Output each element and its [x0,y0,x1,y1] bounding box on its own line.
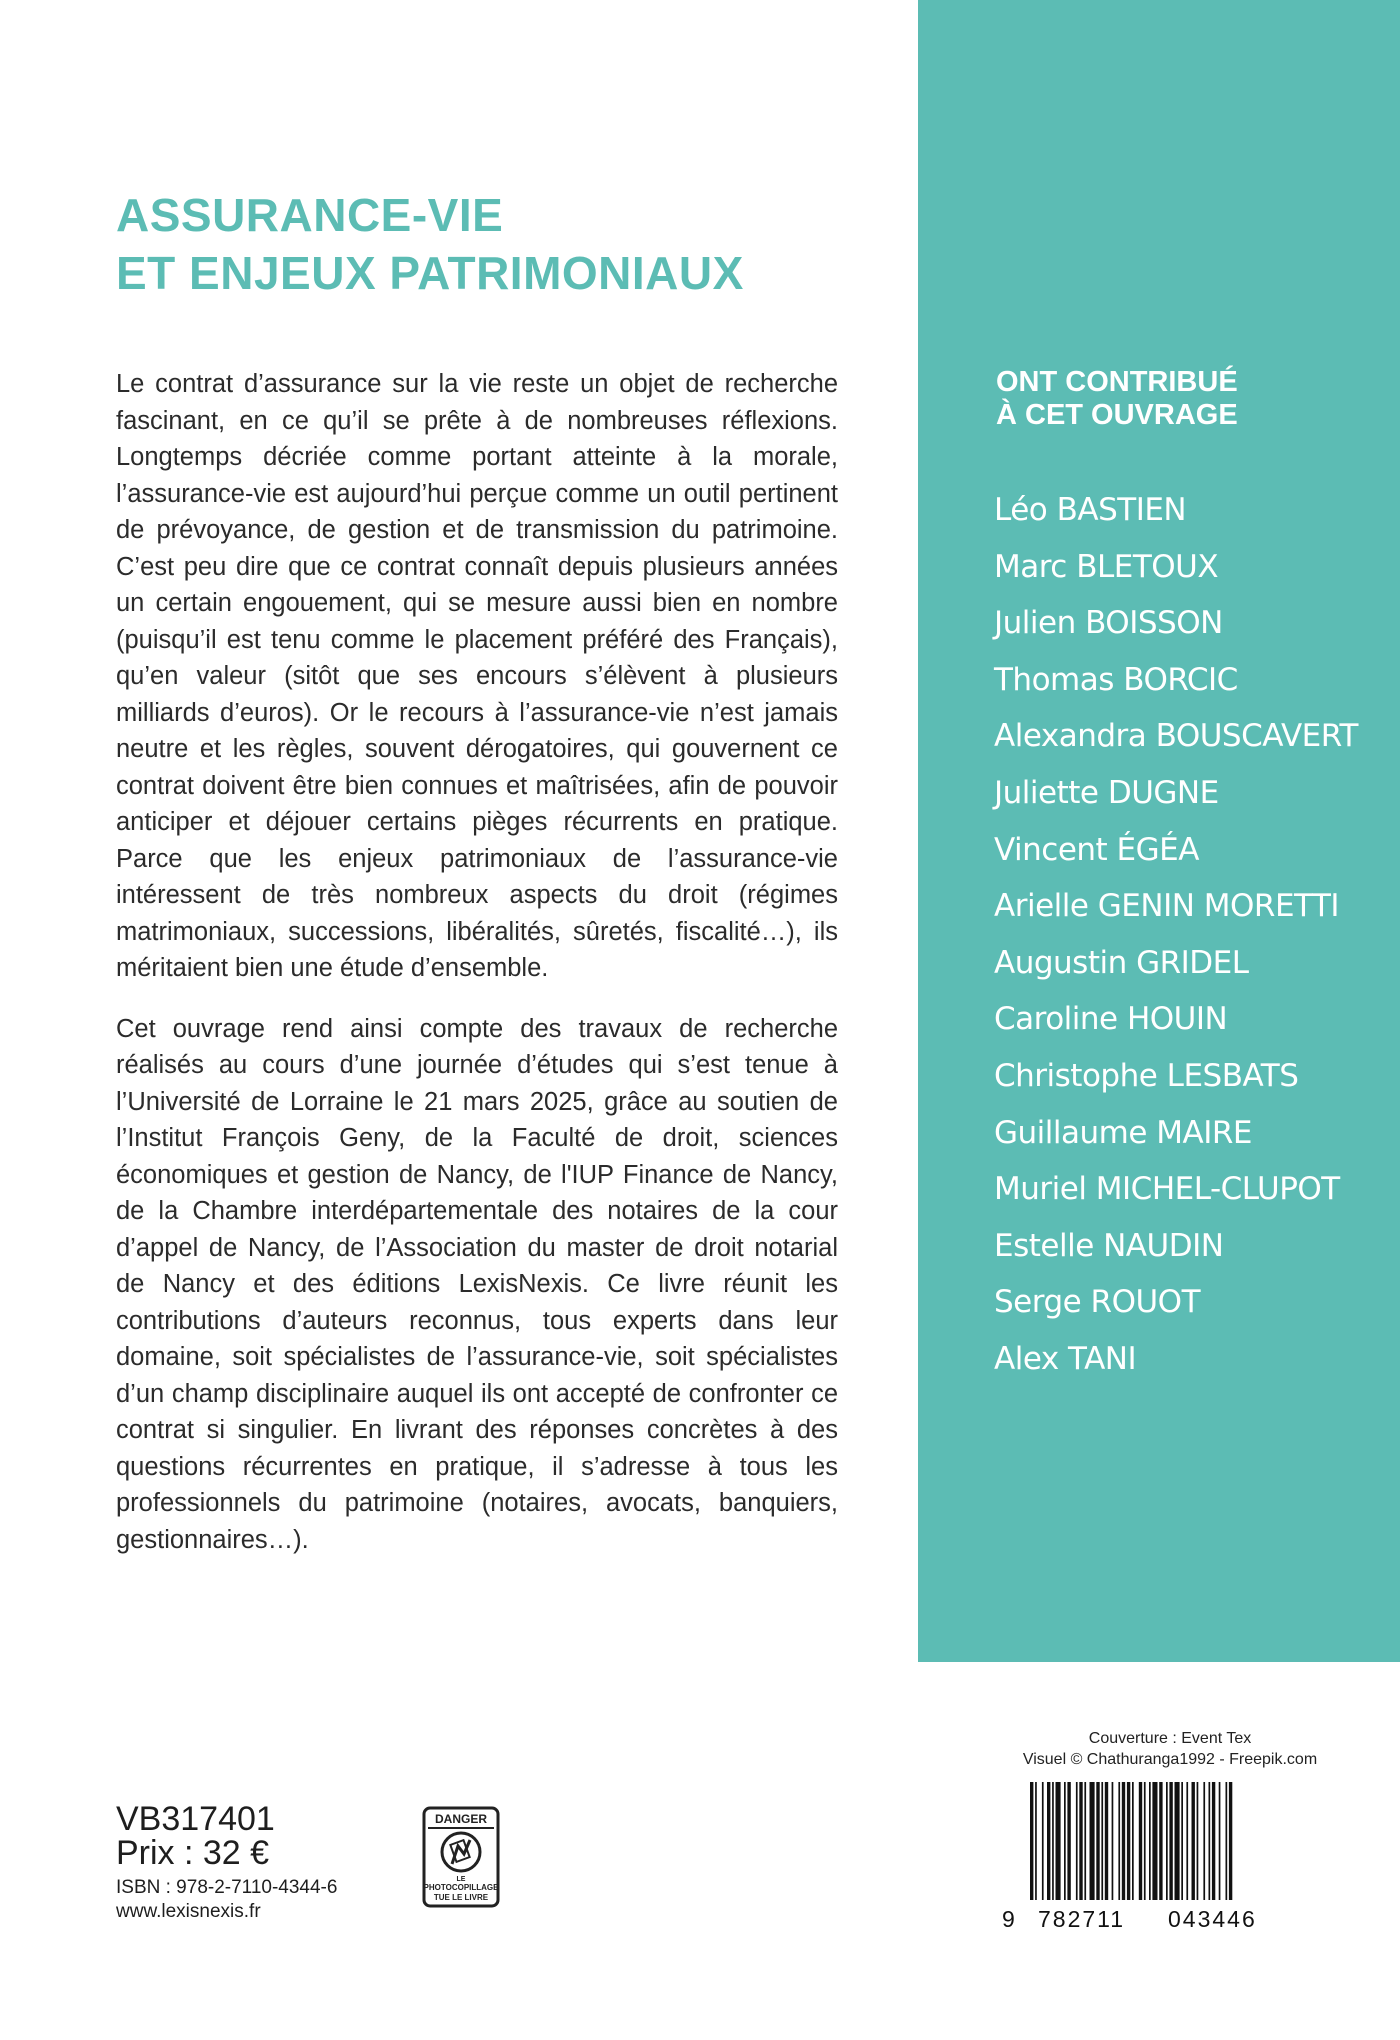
barcode-bar [1203,1782,1205,1900]
barcode-bar [1030,1782,1033,1900]
contributor-name: Thomas BORCIC [994,661,1238,698]
contributor-name: Estelle NAUDIN [994,1227,1224,1264]
barcode-bar [1090,1782,1095,1900]
barcode-bar [1132,1782,1134,1900]
barcode-bar [1209,1782,1211,1900]
barcode-bar [1112,1782,1114,1900]
barcode-bar [1186,1782,1188,1900]
barcode-bar [1144,1782,1146,1900]
barcode-bar [1096,1782,1099,1900]
barcode-bar [1166,1782,1168,1900]
barcode-bar [1175,1782,1180,1900]
barcode-bar [1219,1782,1221,1900]
barcode-bar [1229,1782,1232,1900]
barcode-bar [1197,1782,1199,1900]
product-price: Prix : 32 € [116,1834,270,1872]
contributor-name: Serge ROUOT [994,1284,1201,1321]
summary-paragraph-2: Cet ouvrage rend ainsi compte des travaux de recherche réalisés au cours d’une journée d’études qui s’est tenue à l’Université de Lorraine le 21 mars 2025, grâce au soutien de l’Institut François Geny, de la Faculté de droit, sciences économiques et gestion de Nancy, de l'IUP Finance de Nancy, de la Chambre interdépartementale des notaires de la cour d’appel de Nancy, de l’Association du master de droit notarial de Nancy et des éditions LexisNexis. Ce livre réunit les contributions d’auteurs reconnus, tous experts dans leur domaine, soit spécialistes de l’assurance-vie, soit spécialistes d’un champ disciplinaire auquel ils ont accepté de confronter ce contrat si singulier. En livrant des réponses concrètes à des questions récurrentes en pratique, il s’adresse à tous les professionnels du patrimoine (notaires, avocats, banquiers, gestionnaires…). [116,1014,838,1554]
danger-label: DANGER [434,1812,488,1826]
barcode-bar [1064,1782,1066,1900]
barcode-bar [1076,1782,1078,1900]
barcode-bar [1067,1782,1070,1900]
visual-credit: Visuel © Chathuranga1992 - Freepik.com [1022,1751,1318,1768]
summary-paragraph-1: Le contrat d’assurance sur la vie reste un objet de recherche fascinant, en ce qu’il se prête à de nombreuses réflexions. Longtemps décriée comme portant atteinte à la morale, l’assurance-vie est aujourd’hui perçue comme un outil pertinent de prévoyance, de gestion et de transmission du patrimoine. C’est peu dire que ce contrat connaît depuis plusieurs années un certain engouement, qui se mesure aussi bien en nombre (puisqu’il est tenu comme le placement préféré des Français), qu’en valeur (sitôt que ses encours s’élèvent à plusieurs milliards d’euros). Or le recours à l’assurance-vie n’est jamais neutre et les règles, souvent dérogatoires, qui gouvernent ce contrat doivent être bien connues et maîtrisées, afin de pouvoir anticiper et déjouer certains pièges récurrents en pratique. Parce que les enjeux patrimoniaux de l’assurance-vie intéressent de très nombreux aspects du droit (régimes matrimoniaux, successions, libéralités, sûretés, fiscalité…), ils méritaient bien une étude d’ensemble. [116,370,838,982]
contributor-name: Juliette DUGNE [994,774,1219,811]
barcode-bar [1122,1782,1125,1900]
contributors-heading-line-1: ONT CONTRIBUÉ [996,366,1238,398]
product-reference: VB317401 [116,1800,275,1838]
barcode-bar [1052,1782,1054,1900]
publisher-website: www.lexisnexis.fr [116,1901,261,1922]
barcode-digits [1002,1906,1270,1934]
contributor-name: Arielle GENIN MORETTI [994,888,1340,925]
barcode-bar [1079,1782,1082,1900]
danger-text-line-2: PHOTOCOPILLAGE [423,1883,499,1892]
book-title [116,186,876,302]
product-info [116,1802,337,1924]
contributor-name: Léo BASTIEN [994,492,1187,528]
contributor-name: Caroline HOUIN [994,1001,1228,1038]
barcode-bar [1105,1782,1108,1900]
contributors-panel [918,0,1400,1662]
danger-text-line-3: TUE LE LIVRE [433,1893,489,1902]
barcode-bar [1042,1782,1044,1900]
barcode-bar [1084,1782,1086,1900]
contributor-name: Muriel MICHEL-CLUPOT [994,1171,1340,1208]
book-summary [116,366,838,1582]
barcode-icon [1030,1782,1298,1900]
title-line-2: ET ENJEUX PATRIMONIAUX [116,247,744,299]
barcode-bar [1152,1782,1157,1900]
barcode-bar [1149,1782,1151,1900]
barcode-bar [1159,1782,1162,1900]
contributor-name: Alex TANI [994,1340,1137,1377]
barcode-bar [1047,1782,1050,1900]
barcode-bar [1056,1782,1061,1900]
contributors-heading [996,366,1238,432]
contributor-name: Marc BLETOUX [994,548,1219,585]
barcode-bar [1226,1782,1228,1900]
cover-credit: Couverture : Event Tex [1088,1730,1252,1747]
title-line-1: ASSURANCE-VIE [116,189,504,241]
image-credits [960,1728,1380,1770]
barcode-bar [1139,1782,1142,1900]
barcode-bar [1101,1782,1103,1900]
danger-text-line-1: LE [456,1876,466,1883]
barcode-bar [1127,1782,1130,1900]
contributor-name: Alexandra BOUSCAVERT [994,718,1358,755]
barcode-bar [1035,1782,1037,1900]
contributor-name: Christophe LESBATS [994,1057,1299,1094]
barcode-bar [1212,1782,1215,1900]
barcode-first-digit: 9 [1002,1906,1015,1932]
barcode-bar [1118,1782,1120,1900]
contributor-name: Julien BOISSON [994,605,1223,642]
barcode-bar [1192,1782,1195,1900]
barcode-bar [1181,1782,1183,1900]
contributor-name: Guillaume MAIRE [994,1114,1252,1151]
barcode-right-digits: 043446 [1168,1906,1257,1932]
contributor-name: Augustin GRIDEL [994,944,1249,981]
contributors-list [994,482,1358,1388]
barcode-left-digits: 782711 [1038,1906,1126,1932]
photocopillage-danger-icon [422,1806,500,1908]
contributor-name: Vincent ÉGÉA [994,831,1199,868]
product-isbn: ISBN : 978-2-7110-4344-6 [116,1877,338,1898]
barcode-bar [1169,1782,1172,1900]
contributors-heading-line-2: À CET OUVRAGE [996,399,1238,431]
